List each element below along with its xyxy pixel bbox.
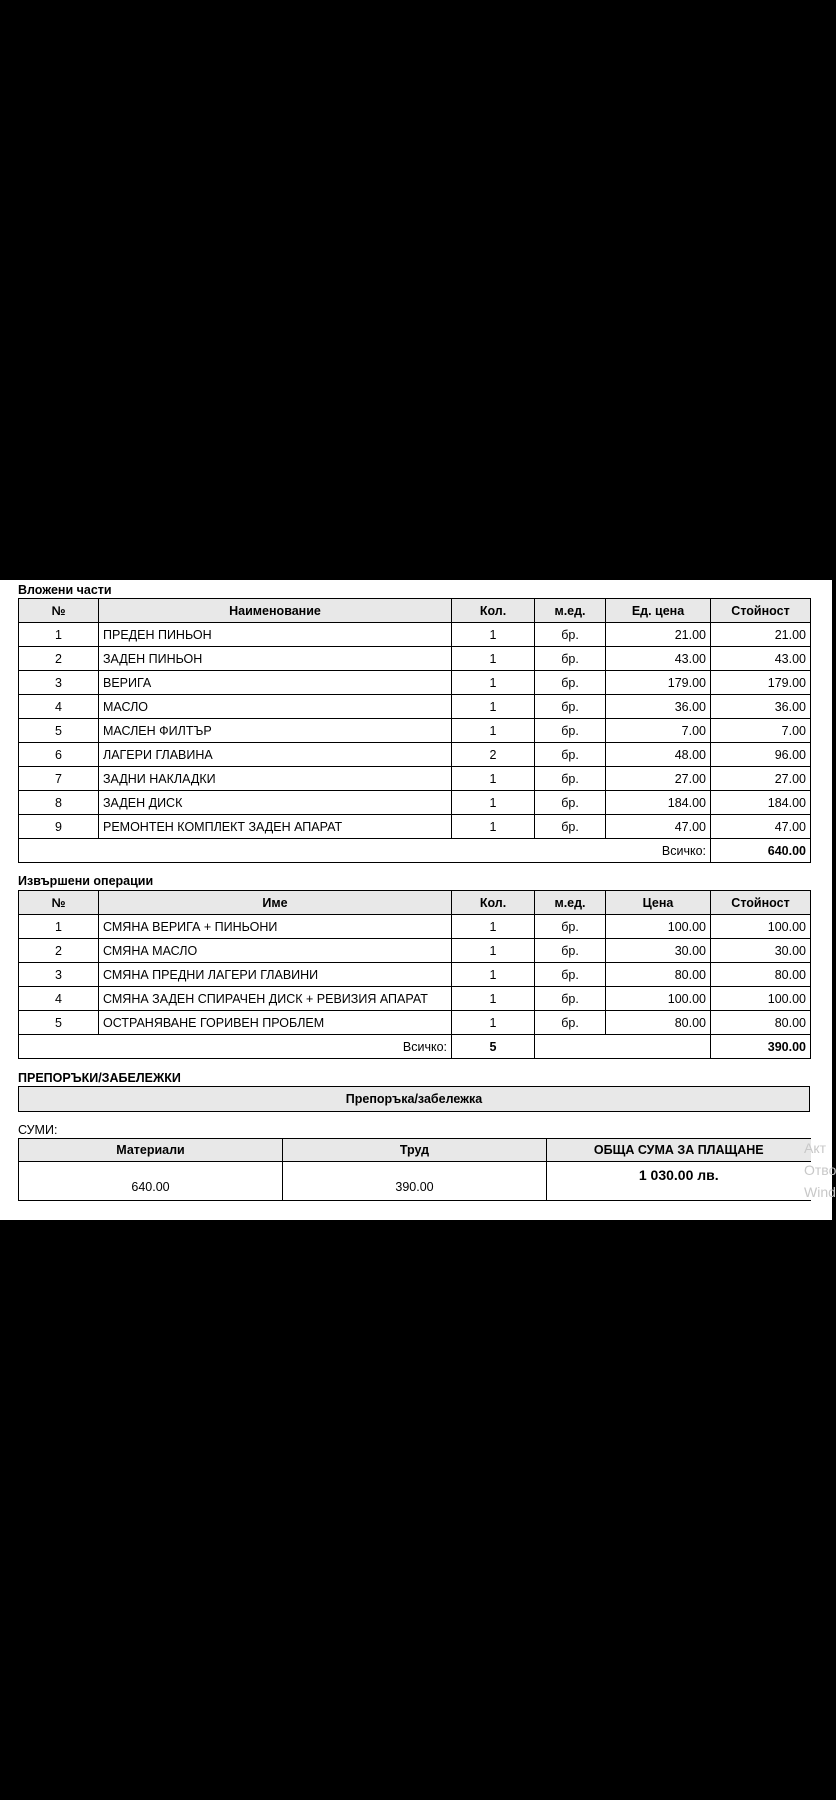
cell-number: 2 — [19, 939, 99, 963]
cell-value: 179.00 — [711, 671, 811, 695]
cell-qty: 1 — [452, 767, 535, 791]
parts-header-row — [19, 599, 811, 623]
cell-name: СМЯНА МАСЛО — [99, 939, 452, 963]
parts-row — [19, 815, 811, 839]
cell-qty: 1 — [452, 1011, 535, 1035]
cell-name: ЗАДЕН ДИСК — [99, 791, 452, 815]
sums-total-header: ОБЩА СУМА ЗА ПЛАЩАНЕ — [547, 1139, 811, 1162]
parts-row — [19, 791, 811, 815]
cell-price: 47.00 — [606, 815, 711, 839]
cell-price: 27.00 — [606, 767, 711, 791]
cell-number: 3 — [19, 963, 99, 987]
cell-name: МАСЛЕН ФИЛТЪР — [99, 719, 452, 743]
cell-value: 80.00 — [711, 963, 811, 987]
cell-number: 4 — [19, 987, 99, 1011]
cell-price: 21.00 — [606, 623, 711, 647]
invoice-sheet — [0, 580, 836, 1220]
col-value: Стойност — [711, 891, 811, 915]
cell-qty: 1 — [452, 963, 535, 987]
cell-value: 47.00 — [711, 815, 811, 839]
parts-row — [19, 623, 811, 647]
cell-price: 179.00 — [606, 671, 711, 695]
parts-row — [19, 743, 811, 767]
col-name: Име — [99, 891, 452, 915]
cell-name: ЗАДЕН ПИНЬОН — [99, 647, 452, 671]
cell-price: 100.00 — [606, 915, 711, 939]
col-qty: Кол. — [452, 891, 535, 915]
cell-name: ВЕРИГА — [99, 671, 452, 695]
cell-value: 184.00 — [711, 791, 811, 815]
cell-number: 7 — [19, 767, 99, 791]
cell-qty: 1 — [452, 915, 535, 939]
cell-qty: 1 — [452, 815, 535, 839]
parts-row — [19, 719, 811, 743]
cell-price: 30.00 — [606, 939, 711, 963]
col-unit: м.ед. — [535, 891, 606, 915]
cell-value: 27.00 — [711, 767, 811, 791]
cell-number: 1 — [19, 915, 99, 939]
cell-value: 30.00 — [711, 939, 811, 963]
cell-qty: 2 — [452, 743, 535, 767]
operations-table — [18, 890, 811, 1059]
cell-unit: бр. — [535, 743, 606, 767]
cell-name: ОСТРАНЯВАНЕ ГОРИВЕН ПРОБЛЕМ — [99, 1011, 452, 1035]
cell-price: 80.00 — [606, 963, 711, 987]
col-qty: Кол. — [452, 599, 535, 623]
cell-name: РЕМОНТЕН КОМПЛЕКТ ЗАДЕН АПАРАТ — [99, 815, 452, 839]
cell-name: МАСЛО — [99, 695, 452, 719]
notes-section-title: ПРЕПОРЪКИ/ЗАБЕЛЕЖКИ — [18, 1071, 181, 1085]
cell-price: 7.00 — [606, 719, 711, 743]
cell-unit: бр. — [535, 767, 606, 791]
parts-row — [19, 695, 811, 719]
cell-unit: бр. — [535, 647, 606, 671]
cell-price: 48.00 — [606, 743, 711, 767]
cell-value: 100.00 — [711, 987, 811, 1011]
operations-total-spacer — [535, 1035, 711, 1059]
sums-labor-header: Труд — [283, 1139, 547, 1162]
sums-values-row — [19, 1162, 811, 1201]
parts-total-label: Всичко: — [19, 839, 711, 863]
col-unit: м.ед. — [535, 599, 606, 623]
cell-qty: 1 — [452, 671, 535, 695]
cell-name: ПРЕДЕН ПИНЬОН — [99, 623, 452, 647]
activation-watermark-line2: Отво — [804, 1162, 836, 1178]
operation-row — [19, 939, 811, 963]
parts-table — [18, 598, 811, 863]
parts-row — [19, 647, 811, 671]
parts-total-row — [19, 839, 811, 863]
cell-value: 96.00 — [711, 743, 811, 767]
operations-total-value: 390.00 — [711, 1035, 811, 1059]
cell-unit: бр. — [535, 695, 606, 719]
operation-row — [19, 963, 811, 987]
cell-number: 2 — [19, 647, 99, 671]
activation-watermark-line1: Акт — [804, 1140, 827, 1156]
cell-price: 100.00 — [606, 987, 711, 1011]
cell-name: СМЯНА ПРЕДНИ ЛАГЕРИ ГЛАВИНИ — [99, 963, 452, 987]
cell-price: 36.00 — [606, 695, 711, 719]
cell-number: 3 — [19, 671, 99, 695]
cell-unit: бр. — [535, 719, 606, 743]
cell-value: 36.00 — [711, 695, 811, 719]
col-number: № — [19, 891, 99, 915]
operations-total-qty: 5 — [452, 1035, 535, 1059]
cell-unit: бр. — [535, 623, 606, 647]
sums-table — [18, 1138, 811, 1201]
operation-row — [19, 1011, 811, 1035]
cell-value: 43.00 — [711, 647, 811, 671]
cell-name: СМЯНА ЗАДЕН СПИРАЧЕН ДИСК + РЕВИЗИЯ АПАРАТ — [99, 987, 452, 1011]
cell-unit: бр. — [535, 987, 606, 1011]
cell-qty: 1 — [452, 647, 535, 671]
sums-header-row — [19, 1139, 811, 1162]
cell-price: 80.00 — [606, 1011, 711, 1035]
cell-unit: бр. — [535, 1011, 606, 1035]
col-unit-price: Ед. цена — [606, 599, 711, 623]
cell-value: 21.00 — [711, 623, 811, 647]
cell-value: 100.00 — [711, 915, 811, 939]
parts-total-value: 640.00 — [711, 839, 811, 863]
sums-grand-total: 1 030.00 лв. — [547, 1162, 811, 1201]
col-value: Стойност — [711, 599, 811, 623]
operations-section-title: Извършени операции — [18, 874, 154, 888]
sums-materials-value: 640.00 — [19, 1162, 283, 1201]
operation-row — [19, 987, 811, 1011]
col-name: Наименование — [99, 599, 452, 623]
cell-number: 5 — [19, 1011, 99, 1035]
parts-row — [19, 767, 811, 791]
cell-qty: 1 — [452, 939, 535, 963]
cell-qty: 1 — [452, 623, 535, 647]
cell-number: 6 — [19, 743, 99, 767]
cell-number: 8 — [19, 791, 99, 815]
cell-name: ЛАГЕРИ ГЛАВИНА — [99, 743, 452, 767]
cell-price: 184.00 — [606, 791, 711, 815]
cell-qty: 1 — [452, 695, 535, 719]
cell-unit: бр. — [535, 791, 606, 815]
operations-total-row — [19, 1035, 811, 1059]
operation-row — [19, 915, 811, 939]
cell-unit: бр. — [535, 939, 606, 963]
parts-section-title: Вложени части — [18, 583, 112, 597]
parts-row — [19, 671, 811, 695]
col-number: № — [19, 599, 99, 623]
cell-number: 9 — [19, 815, 99, 839]
operations-header-row — [19, 891, 811, 915]
sums-materials-header: Материали — [19, 1139, 283, 1162]
cell-value: 7.00 — [711, 719, 811, 743]
cell-unit: бр. — [535, 963, 606, 987]
cell-unit: бр. — [535, 815, 606, 839]
cell-price: 43.00 — [606, 647, 711, 671]
cell-unit: бр. — [535, 671, 606, 695]
col-price: Цена — [606, 891, 711, 915]
cell-number: 4 — [19, 695, 99, 719]
operations-total-label: Всичко: — [19, 1035, 452, 1059]
notes-header: Препоръка/забележка — [18, 1086, 810, 1112]
cell-number: 1 — [19, 623, 99, 647]
sums-labor-value: 390.00 — [283, 1162, 547, 1201]
cell-number: 5 — [19, 719, 99, 743]
cell-unit: бр. — [535, 915, 606, 939]
cell-name: ЗАДНИ НАКЛАДКИ — [99, 767, 452, 791]
cell-name: СМЯНА ВЕРИГА + ПИНЬОНИ — [99, 915, 452, 939]
cell-value: 80.00 — [711, 1011, 811, 1035]
activation-watermark-line3: Wind — [804, 1184, 836, 1200]
cell-qty: 1 — [452, 987, 535, 1011]
cell-qty: 1 — [452, 791, 535, 815]
cell-qty: 1 — [452, 719, 535, 743]
sums-section-title: СУМИ: — [18, 1123, 58, 1137]
